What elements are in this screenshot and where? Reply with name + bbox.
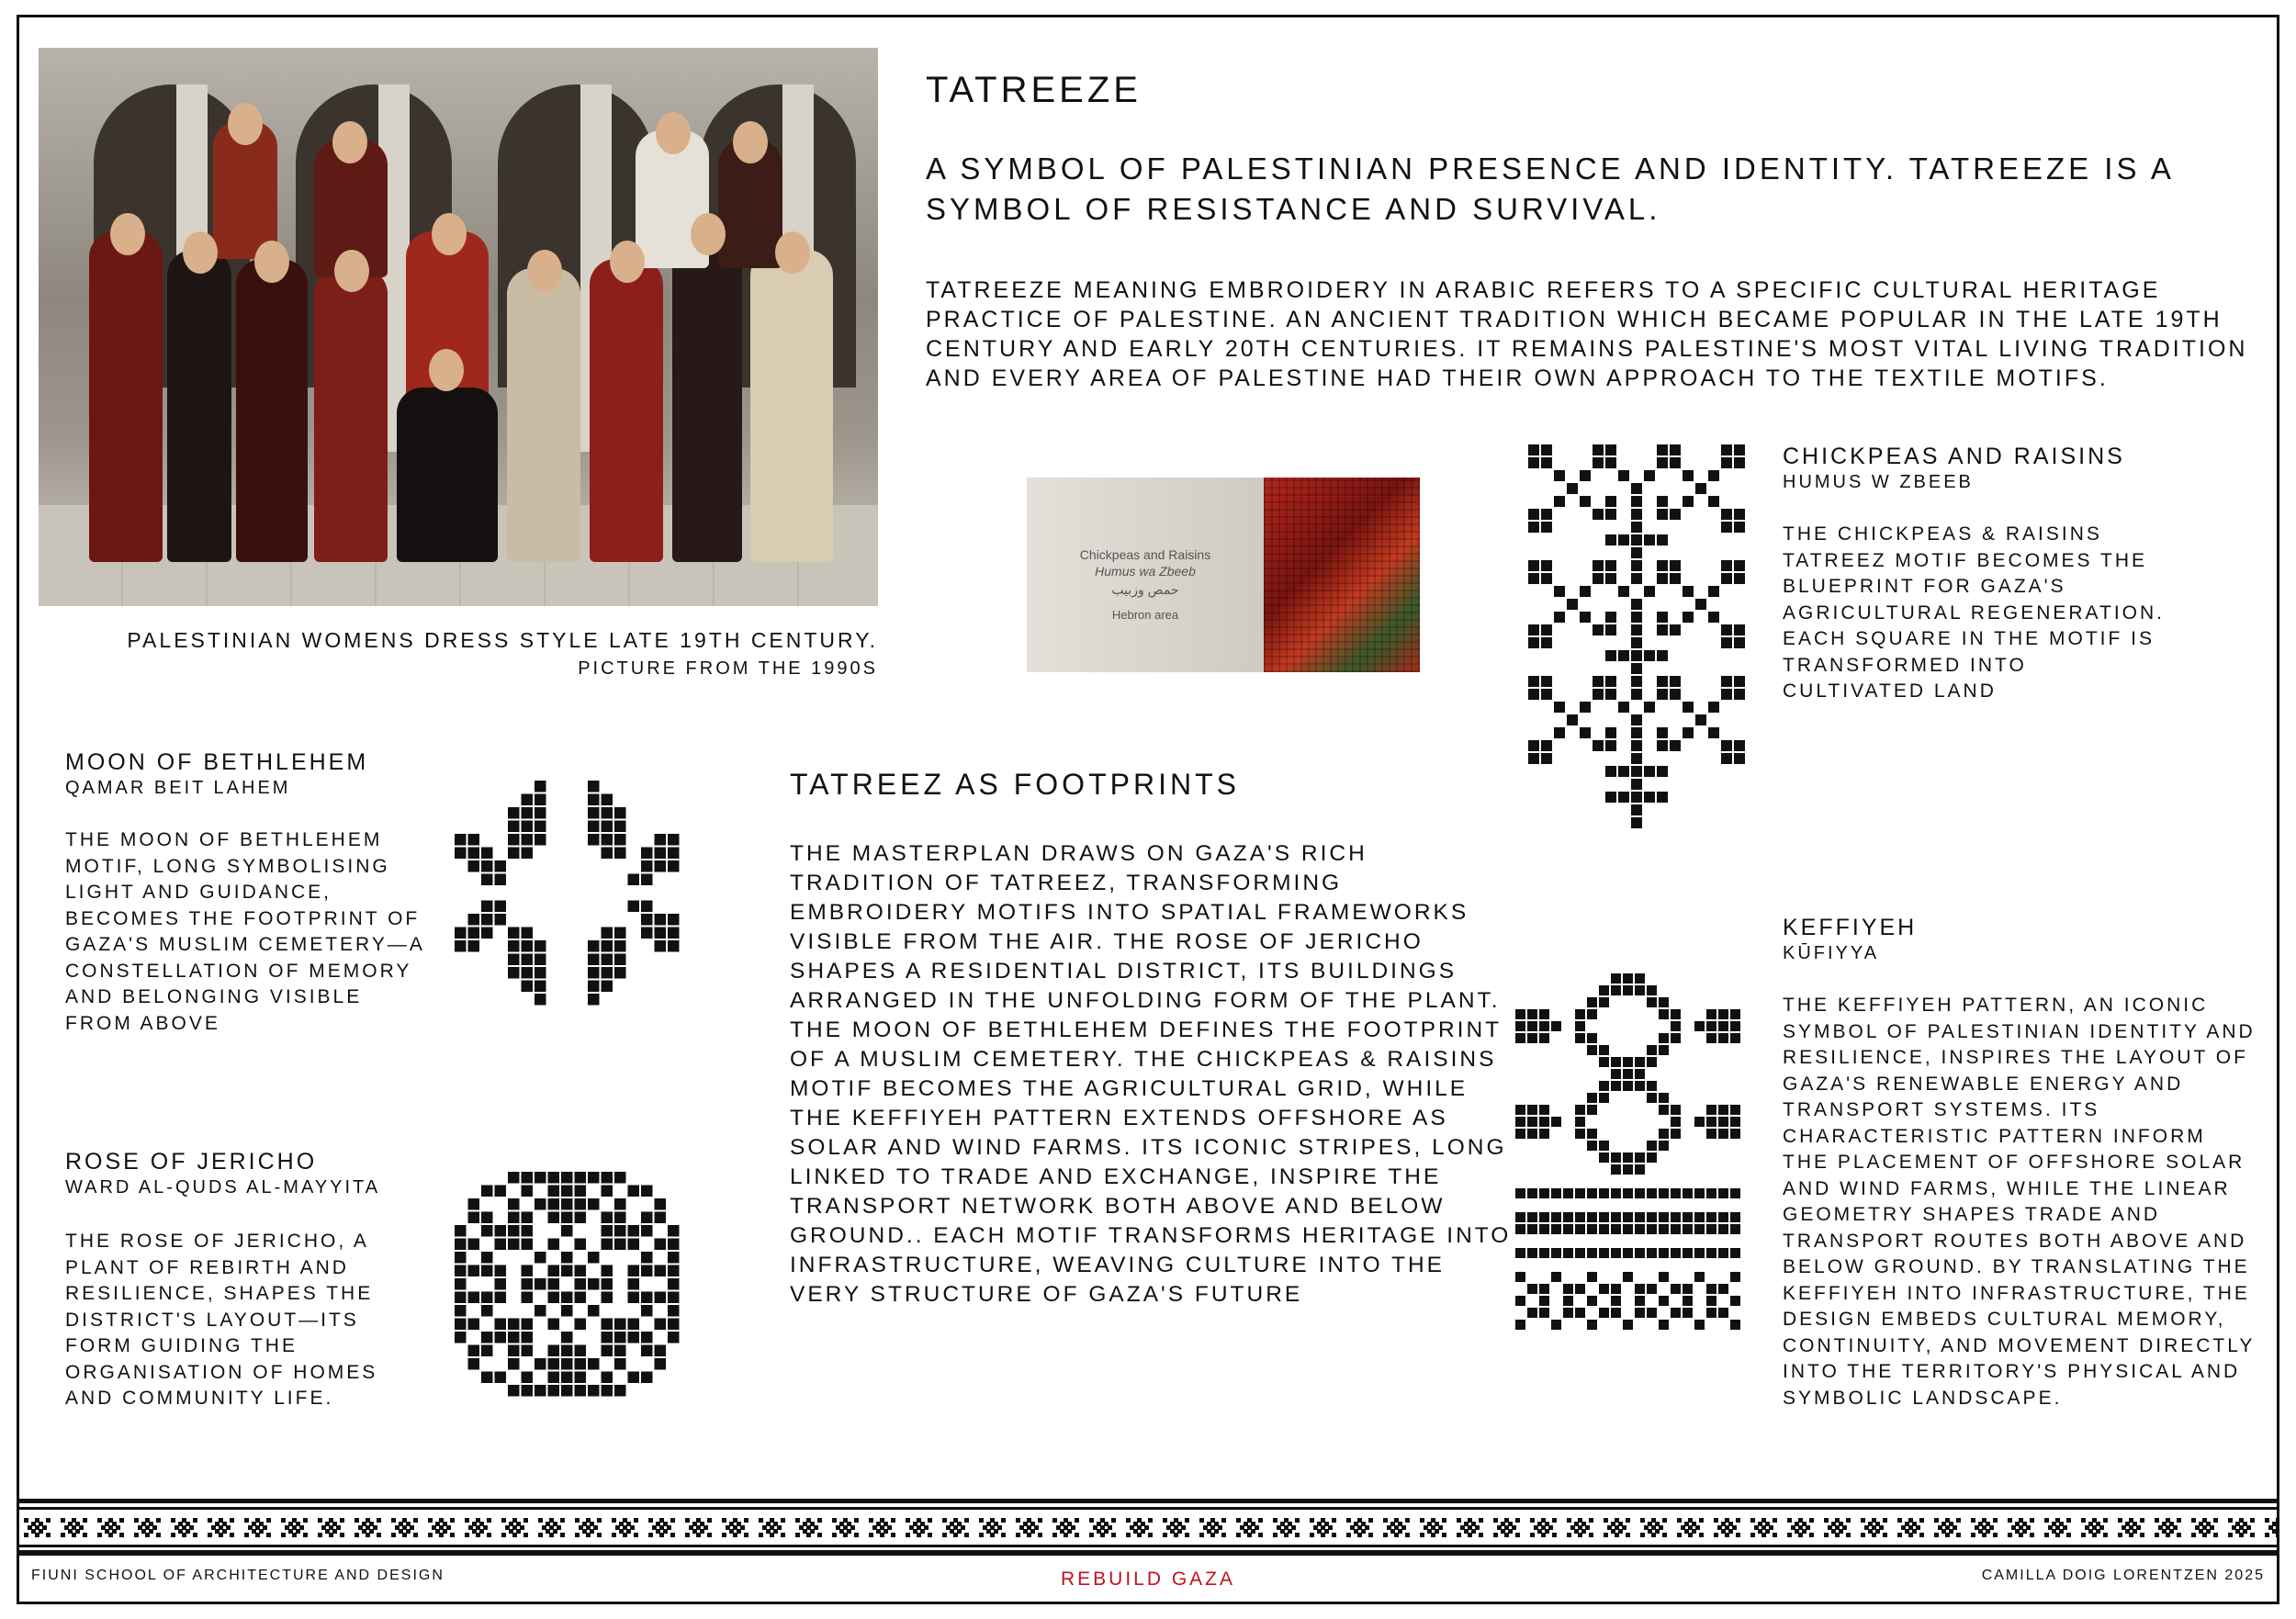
footprints-body: THE MASTERPLAN DRAWS ON GAZA'S RICH TRADITION OF TATREEZ, TRANSFORMING EMBROIDERY MOTIFS INTO SPATIAL FRAMEWORKS VISIBLE FROM THE AIR. THE ROSE OF JERICHO SHAPES A RESIDENTIAL DISTRICT, ITS BUILDINGS ARRANGED IN THE UNFOLDING FORM OF THE PLANT. THE MOON OF BETHLEHEM DEFINES THE FOOTPRINT OF A MUSLIM CEMETERY. THE CHICKPEAS & RAISINS MOTIF BECOMES THE AGRICULTURAL GRID, WHILE THE KEFFIYEH PATTERN EXTENDS OFFSHORE AS SOLAR AND WIND FARMS. ITS ICONIC STRIPES, LONG LINKED TO TRADE AND EXCHANGE, INSPIRE THE TRANSPORT NETWORK BOTH ABOVE AND BELOW GROUND.. EACH MOTIF TRANSFORMS HERITAGE INTO INFRASTRUCTURE, WEAVING CULTURE INTO THE VERY STRUCTURE OF GAZA'S FUTURE xyxy=(790,841,1512,1307)
historic-dress-photo xyxy=(39,48,878,606)
rose-title: ROSE OF JERICHO xyxy=(65,1149,318,1175)
footer-school: FIUNI SCHOOL OF ARCHITECTURE AND DESIGN xyxy=(31,1568,445,1583)
footer-project: REBUILD GAZA xyxy=(1060,1568,1236,1590)
rose-of-jericho-motif xyxy=(455,1172,684,1401)
book-area: Hebron area xyxy=(1111,608,1179,622)
keffiyeh-title: KEFFIYEH xyxy=(1783,915,1918,940)
moon-subtitle: QAMAR BEIT LAHEM xyxy=(65,778,291,798)
intro-paragraph: TATREEZE MEANING EMBROIDERY IN ARABIC REFERS TO A SPECIFIC CULTURAL HERITAGE PRACTICE OF PALESTINE. AN ANCIENT TRADITION WHICH BECAME POPULAR IN THE LATE 19TH CENTURY AND EARLY 20TH CENTURIES. IT REMAINS PALESTINE'S MOST VITAL LIVING TRADITION AND EVERY AREA OF PALESTINE HAD THEIR OWN APPROACH TO THE TEXTILE MOTIFS. xyxy=(926,277,2248,391)
page-subtitle: A SYMBOL OF PALESTINIAN PRESENCE AND IDENTITY. TATREEZE IS A SYMBOL OF RESISTANCE AND SURVIVAL. xyxy=(926,152,2174,226)
book-title-ar: حمص وزبيب xyxy=(1111,582,1179,597)
photo-caption-line1: PALESTINIAN WOMENS DRESS STYLE LATE 19TH CENTURY. xyxy=(127,628,878,652)
chickpeas-body: THE CHICKPEAS & RAISINS TATREEZ MOTIF BECOMES THE BLUEPRINT FOR GAZA'S AGRICULTURAL REGENERATION. EACH SQUARE IN THE MOTIF IS TRANSFORMED INTO CULTIVATED LAND xyxy=(1783,523,2165,702)
chickpeas-and-raisins-motif xyxy=(1528,444,1749,858)
chickpeas-section xyxy=(1783,443,2187,705)
rose-subtitle: WARD AL-QUDS AL-MAYYITA xyxy=(65,1177,381,1197)
keffiyeh-subtitle: KŪFIYYA xyxy=(1783,943,1880,963)
moon-title: MOON OF BETHLEHEM xyxy=(65,749,369,775)
keffiyeh-motif xyxy=(1515,973,1745,1387)
footprints-title: TATREEZ AS FOOTPRINTS xyxy=(790,768,1240,801)
keffiyeh-section xyxy=(1783,914,2260,1411)
keffiyeh-body: THE KEFFIYEH PATTERN, AN ICONIC SYMBOL OF PALESTINIAN IDENTITY AND RESILIENCE, INSPIRES THE LAYOUT OF GAZA'S RENEWABLE ENERGY AND TRANSPORT SYSTEMS. ITS CHARACTERISTIC PATTERN INFORM THE PLACEMENT OF OFFSHORE SOLAR AND WIND FARMS, WHILE THE LINEAR GEOMETRY SHAPES TRADE AND TRANSPORT ROUTES BOTH ABOVE AND BELOW GROUND. BY TRANSLATING THE KEFFIYEH INTO INFRASTRUCTURE, THE DESIGN EMBEDS CULTURAL MEMORY, CONTINUITY, AND MOVEMENT DIRECTLY INTO THE TERRITORY'S PHYSICAL AND SYMBOLIC LANDSCAPE. xyxy=(1783,995,2256,1409)
rose-section xyxy=(65,1148,451,1412)
moon-of-bethlehem-motif xyxy=(455,781,684,1010)
rose-body: THE ROSE OF JERICHO, A PLANT OF REBIRTH AND RESILIENCE, SHAPES THE DISTRICT'S LAYOUT—ITS FORM GUIDING THE ORGANISATION OF HOMES AND COMMUNITY LIFE. xyxy=(65,1231,378,1409)
page-title: TATREEZE xyxy=(926,70,1142,110)
book-page-image xyxy=(1027,478,1420,672)
moon-body: THE MOON OF BETHLEHEM MOTIF, LONG SYMBOLISING LIGHT AND GUIDANCE, BECOMES THE FOOTPRINT OF GAZA'S MUSLIM CEMETERY—A CONSTELLATION OF MEMORY AND BELONGING VISIBLE FROM ABOVE xyxy=(65,829,424,1034)
photo-caption xyxy=(127,626,878,683)
book-page-left xyxy=(1027,478,1264,672)
moon-section xyxy=(65,748,451,1037)
chickpeas-title: CHICKPEAS AND RAISINS xyxy=(1783,444,2125,469)
tatreez-border-band xyxy=(18,1499,2278,1556)
book-title-en: Chickpeas and Raisins xyxy=(1079,547,1211,562)
photo-caption-line2: PICTURE FROM THE 1990S xyxy=(578,658,878,679)
footer-author: CAMILLA DOIG LORENTZEN 2025 xyxy=(1981,1568,2265,1583)
chickpeas-subtitle: HUMUS W ZBEEB xyxy=(1783,472,1974,492)
book-title-translit: Humus wa Zbeeb xyxy=(1095,564,1196,579)
embroidery-sample xyxy=(1264,478,1420,672)
